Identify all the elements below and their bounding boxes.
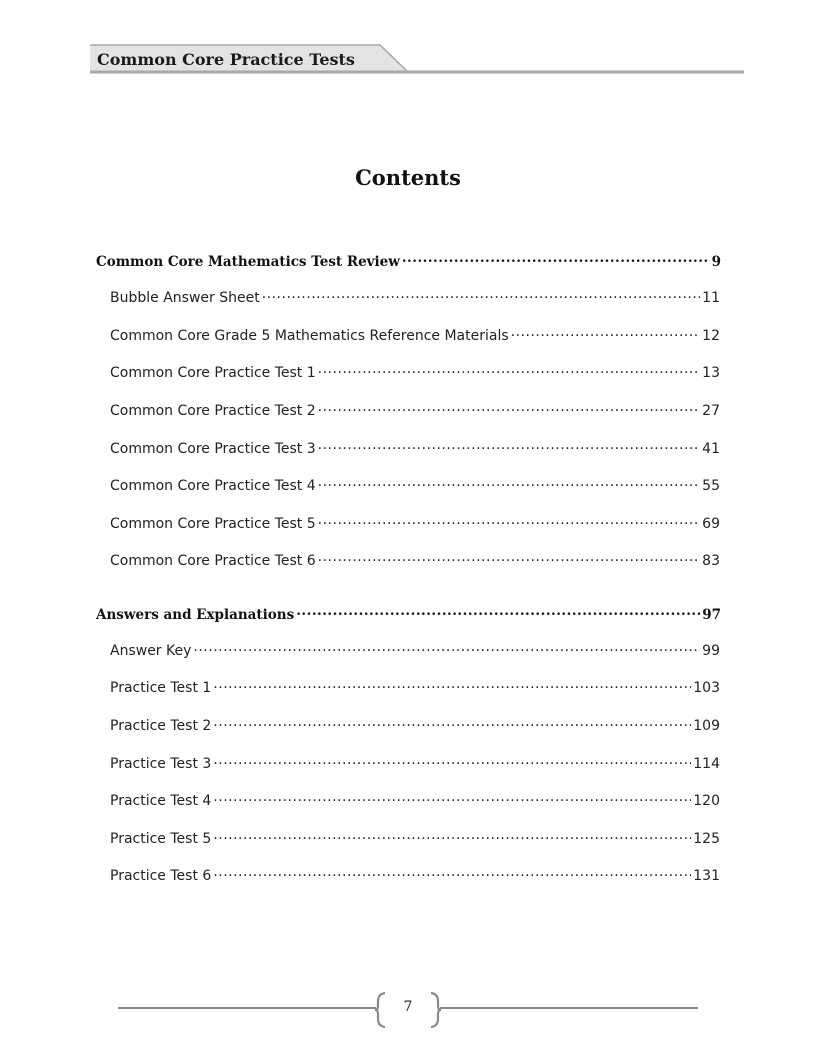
toc-entry[interactable]: [110, 514, 720, 532]
toc-page-number: 9: [711, 253, 721, 270]
toc-entry[interactable]: [110, 439, 720, 457]
toc-dot-leader: [213, 829, 691, 843]
toc-entry[interactable]: [110, 288, 720, 306]
toc-entry-label: Bubble Answer Sheet: [110, 290, 260, 306]
toc-dot-leader: [318, 401, 701, 415]
toc-page-number: 109: [693, 718, 720, 734]
toc-page-number: 103: [693, 680, 720, 696]
page-number: 7: [403, 999, 413, 1015]
toc-entry-label: Common Core Grade 5 Mathematics Reference Materials: [110, 328, 509, 344]
toc-entry[interactable]: [110, 326, 720, 344]
toc-entry[interactable]: [110, 791, 720, 809]
toc-dot-leader: [318, 363, 701, 377]
toc-entry[interactable]: [110, 551, 720, 569]
toc-entry[interactable]: [110, 754, 720, 772]
toc-section-label: Common Core Mathematics Test Review: [96, 253, 400, 270]
toc-dot-leader: [262, 288, 700, 302]
toc-page-number: 120: [693, 793, 720, 809]
toc-section-answers[interactable]: [96, 605, 721, 623]
toc-section-test-review[interactable]: [96, 252, 721, 270]
toc-dot-leader: [193, 641, 700, 655]
toc-entry[interactable]: [110, 401, 720, 419]
toc-entry-label: Common Core Practice Test 3: [110, 441, 316, 457]
toc-page-number: 41: [702, 441, 720, 457]
toc-dot-leader: [213, 791, 691, 805]
toc-page-number: 97: [702, 606, 721, 623]
toc-entry[interactable]: [110, 363, 720, 381]
toc-page-number: 13: [702, 365, 720, 381]
toc-dot-leader: [318, 551, 701, 565]
toc-dot-leader: [318, 439, 701, 453]
toc-entry-label: Practice Test 5: [110, 831, 212, 847]
toc-entry-label: Common Core Practice Test 2: [110, 403, 316, 419]
toc-entry[interactable]: [110, 476, 720, 494]
toc-entry-label: Practice Test 3: [110, 756, 212, 772]
toc-entry-label: Common Core Practice Test 1: [110, 365, 316, 381]
toc-page-number: 12: [702, 328, 720, 344]
toc-dot-leader: [318, 476, 701, 490]
right-brace-ornament: [428, 992, 442, 1028]
toc-entry[interactable]: [110, 829, 720, 847]
toc-page-number: 99: [702, 643, 720, 659]
toc-entry-label: Common Core Practice Test 5: [110, 516, 316, 532]
toc-entry-label: Practice Test 1: [110, 680, 212, 696]
toc-entry[interactable]: [110, 641, 720, 659]
toc-dot-leader: [296, 605, 700, 619]
toc-page-number: 27: [702, 403, 720, 419]
toc-entry-label: Common Core Practice Test 6: [110, 553, 316, 569]
toc-dot-leader: [402, 252, 710, 266]
footer-rule-left: [118, 1007, 376, 1009]
toc-dot-leader: [213, 866, 691, 880]
page-title: Contents: [355, 165, 461, 190]
toc-dot-leader: [213, 754, 691, 768]
toc-entry-label: Practice Test 2: [110, 718, 212, 734]
toc-dot-leader: [318, 514, 701, 528]
toc-entry-label: Common Core Practice Test 4: [110, 478, 316, 494]
toc-dot-leader: [213, 678, 691, 692]
toc-page-number: 114: [693, 756, 720, 772]
toc-page-number: 11: [702, 290, 720, 306]
running-header: [90, 44, 746, 74]
footer-rule-right: [440, 1007, 698, 1009]
toc-page-number: 131: [693, 868, 720, 884]
toc-entry[interactable]: [110, 866, 720, 884]
header-title: Common Core Practice Tests: [97, 50, 355, 69]
toc-dot-leader: [511, 326, 701, 340]
toc-page-number: 69: [702, 516, 720, 532]
toc-page-number: 125: [693, 831, 720, 847]
toc-entry-label: Practice Test 6: [110, 868, 212, 884]
toc-page-number: 55: [702, 478, 720, 494]
toc-entry-label: Answer Key: [110, 643, 192, 659]
toc-dot-leader: [213, 716, 691, 730]
toc-entry[interactable]: [110, 678, 720, 696]
toc-entry-label: Practice Test 4: [110, 793, 212, 809]
toc-section-label: Answers and Explanations: [96, 606, 295, 623]
toc-entry[interactable]: [110, 716, 720, 734]
toc-page-number: 83: [702, 553, 720, 569]
page-footer: [0, 990, 816, 1030]
